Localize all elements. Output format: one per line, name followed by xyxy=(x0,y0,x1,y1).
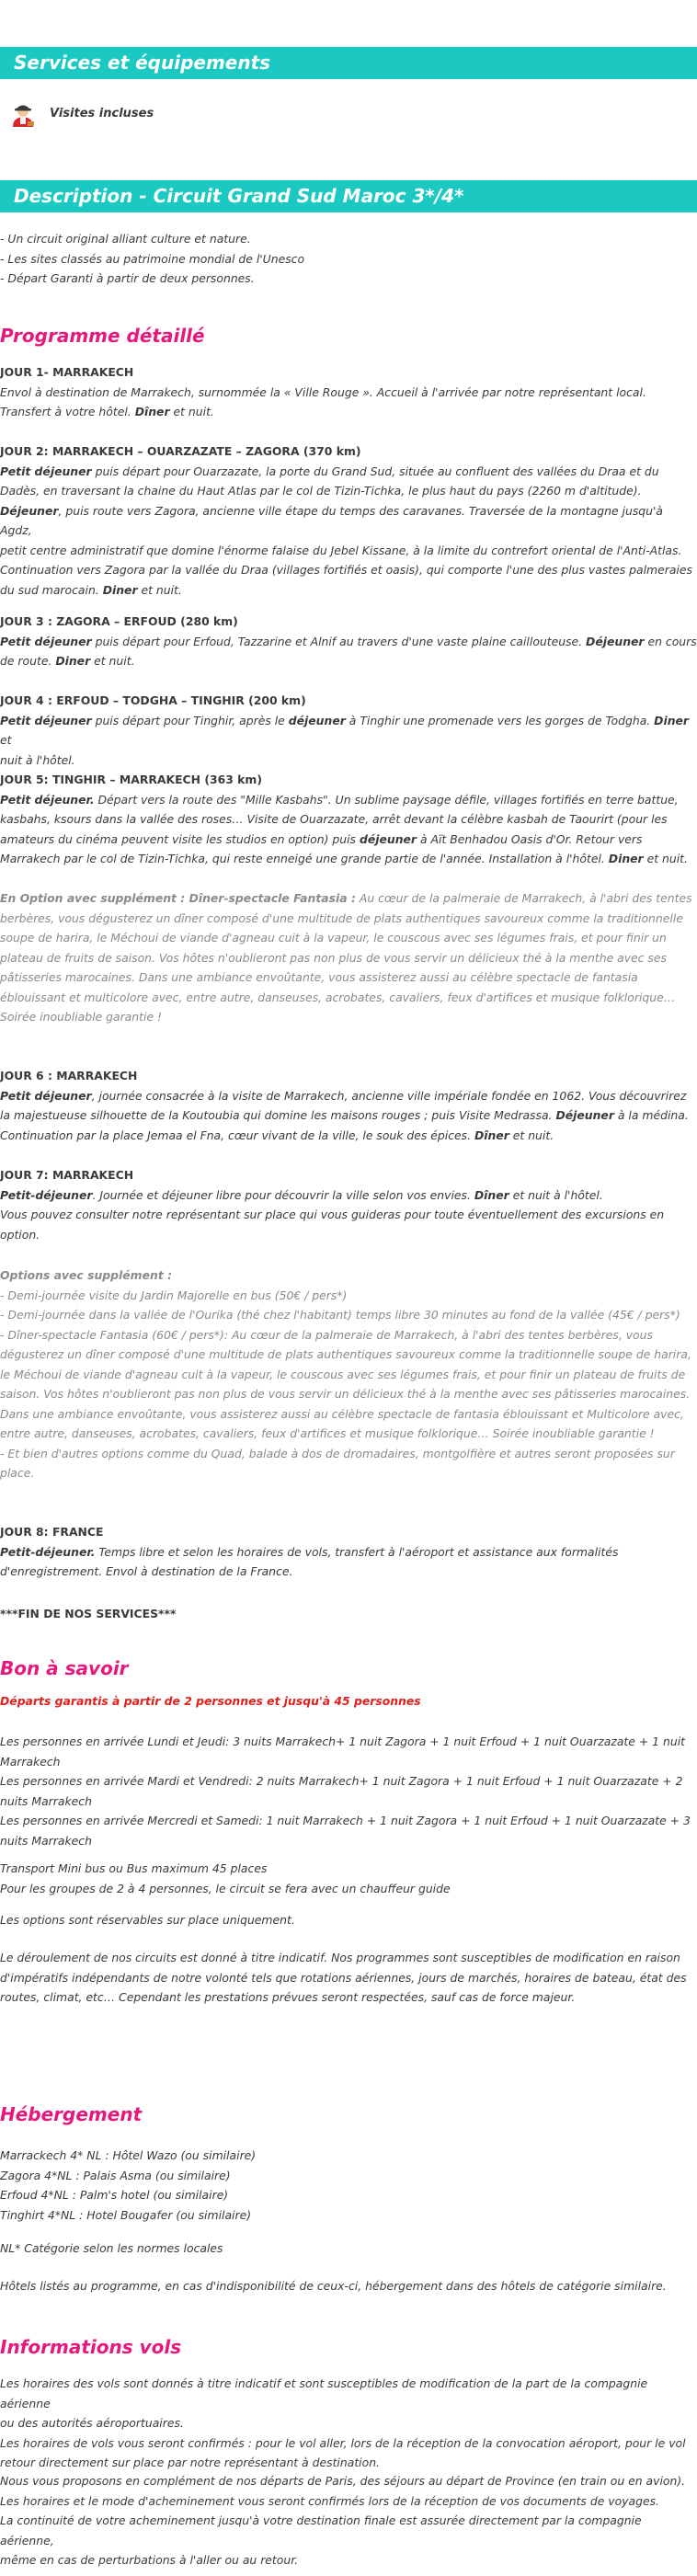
hotel-item: Erfoud 4*NL : Palm's hotel (ou similaire) xyxy=(0,2188,229,2202)
bullet: - Départ Garanti à partir de deux personnes. xyxy=(0,271,255,285)
options-note: Les options sont réservables sur place uniquement. xyxy=(0,1913,295,1927)
day-title: JOUR 1- MARRAKECH xyxy=(0,365,134,379)
day-text: de route. Diner et nuit. xyxy=(0,654,135,668)
day-text: Petit déjeuner puis départ pour Tinghir, après le déjeuner à Tinghir une promenade vers les gorges de Todgha. Diner et xyxy=(0,713,690,747)
day-title: JOUR 4 : ERFOUD – TODGHA – TINGHIR (200 km) xyxy=(0,693,306,707)
day-7 xyxy=(0,1165,697,1244)
hotels-availability-note: Hôtels listés au programme, en cas d'indisponibilité de ceux-ci, hébergement dans des hôtels de catégorie similaire. xyxy=(0,2279,667,2293)
day-title: JOUR 5: TINGHIR – MARRAKECH (363 km) xyxy=(0,773,262,786)
visits-included xyxy=(9,97,154,131)
transport-info: Transport Mini bus ou Bus maximum 45 places Pour les groupes de 2 à 4 personnes, le circuit se fera avec un chauffeur guide xyxy=(0,1861,451,1895)
day-title: JOUR 6 : MARRAKECH xyxy=(0,1069,138,1082)
day-text: kasbahs, ksours dans la vallée des roses… Visite de Ouarzazate, arrêt devant la célèbre kasbah de Taourirt (pour les xyxy=(0,812,668,826)
day-text: Continuation par la place Jemaa el Fna, cœur vivant de la ville, le souk des épices. Dîner et nuit. xyxy=(0,1128,554,1142)
day-text: d'enregistrement. Envol à destination de la France. xyxy=(0,1564,293,1578)
day-title: JOUR 7: MARRAKECH xyxy=(0,1168,134,1182)
day-text: Petit-déjeuner. Temps libre et selon les horaires de vols, transfert à l'aéroport et assistance aux formalités xyxy=(0,1544,619,1559)
bullet: - Les sites classés au patrimoine mondial de l'Unesco xyxy=(0,251,305,266)
day-text: Dadès, en traversant la chaine du Haut Atlas par le col de Tizin-Tichka, le plus haut du pays (2260 m d'altitude). xyxy=(0,484,642,498)
bullet: - Un circuit original alliant culture et nature. xyxy=(0,232,251,246)
hotel-item: Marrackech 4* NL : Hôtel Wazo (ou similaire) xyxy=(0,2148,257,2162)
flight-info-1: Les horaires des vols sont donnés à titre indicatif et sont susceptibles de modification de la part de la compagnie aérienne ou des autorités aéroportuaires. Les horaires de vols vous seront confirmés : pour le vol aller, lors de la réception de la convocation aéroport, pour le vol retour directement sur place par notre représentant à destination. xyxy=(0,2376,686,2469)
option-text: berbères, vous dégusterez un dîner composé d'une multitude de plats authentiques savoureux comme la traditionnelle xyxy=(0,910,683,925)
description-title: Description - Circuit Grand Sud Maroc 3*/4* xyxy=(14,185,464,207)
day-text: Vous pouvez consulter notre représentant sur place qui vous guideras pour toute éventuellement des excursions en xyxy=(0,1208,665,1221)
day-text: Petit-déjeuner. Journée et déjeuner libre pour découvrir la ville selon vos envies. Dîner et nuit à l'hôtel. xyxy=(0,1187,603,1202)
guide-person-icon xyxy=(9,99,37,129)
day-5 xyxy=(0,770,697,869)
services-banner xyxy=(0,47,697,79)
vols-title: Informations vols xyxy=(0,2336,182,2358)
options-supplement xyxy=(0,1265,697,1483)
option-text: Dans une ambiance envoûtante, vous assisterez aussi au célèbre spectacle de fantasia éblouissant et Multicolore avec, xyxy=(0,1406,684,1421)
day-text: la majestueuse silhouette de la Koutoubia qui domine les maisons rouges ; puis Visite Medrassa. Déjeuner à la médina. xyxy=(0,1108,689,1122)
day-text: Déjeuner, puis route vers Zagora, ancienne ville étape du temps des caravanes. Traversée de la montagne jusqu'à Agdz, xyxy=(0,503,663,537)
day-1 xyxy=(0,362,697,422)
option-text: le Méchoui de viande d'agneau cuit à la vapeur, le couscous avec ses légumes frais, et pour finir un plateau de fruits de xyxy=(0,1367,686,1381)
option-fantasia xyxy=(0,888,697,1027)
option-text: saison. Vos hôtes n'oublieront pas non plus de vous servir un délicieux thé à la menthe avec ses pâtisseries marocaines. xyxy=(0,1387,691,1401)
description-banner xyxy=(0,180,697,212)
day-title: JOUR 3 : ZAGORA – ERFOUD (280 km) xyxy=(0,614,238,628)
visits-label: Visites incluses xyxy=(50,107,154,121)
day-text: Envol à destination de Marrakech, surnommée la « Ville Rouge ». Accueil à l'arrivée par notre représentant local. xyxy=(0,384,646,399)
day-text: Petit déjeuner puis départ pour Erfoud, Tazzarine et Alnif au travers d'une vaste plaine caillouteuse. Déjeuner en cours xyxy=(0,634,697,648)
hotel-item: Zagora 4*NL : Palais Asma (ou similaire) xyxy=(0,2168,231,2182)
day-text: Petit déjeuner puis départ pour Ouarzazate, la porte du Grand Sud, située au confluent des vallées du Draa et du xyxy=(0,464,659,478)
day-text: Petit déjeuner. Départ vers la route des "Mille Kasbahs". Un sublime paysage défile, villages fortifiés en terre battue, xyxy=(0,792,679,807)
day-text: option. xyxy=(0,1227,40,1242)
day-title: JOUR 2: MARRAKECH – OUARZAZATE – ZAGORA (370 km) xyxy=(0,444,361,458)
option-text: éblouissant et multicolore avec, entre autre, danseuses, acrobates, cavaliers, feux d'artifices et musique folklorique… xyxy=(0,990,676,1004)
option-text: entre autre, danseuses, acrobates, cavaliers, feux d'artifices et musique folklorique… Soirée inoubliable garantie ! xyxy=(0,1426,655,1440)
option-text: place. xyxy=(0,1466,35,1480)
option-text: dégusterez un dîner composé d'une multitude de plats authentiques savoureux comme la traditionnelle soupe de harira, xyxy=(0,1347,691,1361)
option-text: - Et bien d'autres options comme du Quad, balade à dos de dromadaires, montgolfière et autres seront proposées sur xyxy=(0,1446,675,1460)
services-title: Services et équipements xyxy=(14,52,271,74)
day-text: nuit à l'hôtel. xyxy=(0,752,75,767)
day-text: amateurs du cinéma peuvent visite les studios en option) puis déjeuner à Aït Benhadou Oasis d'Or. Retour vers xyxy=(0,831,643,846)
day-text: Petit déjeuner, journée consacrée à la visite de Marrakech, ancienne ville impériale fondée en 1062. Vous découvrirez xyxy=(0,1088,687,1103)
disclaimer: Le déroulement de nos circuits est donné à titre indicatif. Nos programmes sont susceptibles de modification en raison d'impératifs indépendants de notre volonté tels que rotations aériennes, jours de marchés, horaires de bateau, état des routes, climat, etc… Cependant les prestations prévues seront respectées, sauf cas de force majeur. xyxy=(0,1951,687,2004)
hebergement-title: Hébergement xyxy=(0,2103,143,2125)
option-text: plateau de fruits de saison. Vos hôtes n'oublieront pas non plus de vous servir un délicieux thé à la menthe avec ses xyxy=(0,950,667,965)
hotel-item: Tinghirt 4*NL : Hotel Bougafer (ou similaire) xyxy=(0,2207,252,2222)
bon-a-savoir-title: Bon à savoir xyxy=(0,1657,129,1679)
option-text: En Option avec supplément : Dîner-spectacle Fantasia : Au cœur de la palmeraie de Marrakech, à l'abri des tentes xyxy=(0,891,692,905)
day-8 xyxy=(0,1522,697,1582)
day-4 xyxy=(0,691,697,770)
departures-guaranteed: Départs garantis à partir de 2 personnes et jusqu'à 45 personnes xyxy=(0,1694,421,1708)
option-text: soupe de harira, le Méchoui de viande d'agneau cuit à la vapeur, le couscous avec ses légumes frais, et pour finir un xyxy=(0,931,667,945)
end-of-services: ***FIN DE NOS SERVICES*** xyxy=(0,1607,177,1620)
option-text: pâtisseries marocaines. Dans une ambiance envoûtante, vous assisterez aussi au célèbre spectacle de fantasia xyxy=(0,970,638,984)
flight-info-2: Nous vous proposons en complément de nos départs de Paris, des séjours au départ de Province (en train ou en avion). Les horaires et le mode d'acheminement vous seront confirmés lors de la réception de vos documents de voyages. La continuité de votre acheminement jusqu'à votre destination finale est assurée directement par la compagnie aérienne, même en cas de perturbations à l'aller ou au retour. xyxy=(0,2474,686,2567)
day-text: Transfert à votre hôtel. Dîner et nuit. xyxy=(0,405,214,418)
day-text: Marrakech par le col de Tizin-Tichka, qui reste enneigé une grande partie de l'année. Installation à l'hôtel. Diner et nuit. xyxy=(0,852,688,865)
arrivals-info: Les personnes en arrivée Lundi et Jeudi: 3 nuits Marrakech+ 1 nuit Zagora + 1 nuit Erfoud + 1 nuit Ouarzazate + 1 nuit Marrakech Les personnes en arrivée Mardi et Vendredi: 2 nuits Marrakech+ 1 nuit Zagora + 1 nuit Erfoud + 1 nuit Ouarzazate + 2 nuits Marrakech Les personnes en arrivée Mercredi et Samedi: 1 nuit Marrakech + 1 nuit Zagora + 1 nuit Erfoud + 1 nuit Ouarzazate + 3 nuits Marrakech xyxy=(0,1735,691,1848)
day-6 xyxy=(0,1066,697,1145)
option-text: - Demi-journée visite du Jardin Majorelle en bus (50€ / pers*) xyxy=(0,1288,348,1302)
day-2 xyxy=(0,441,697,600)
day-title: JOUR 8: FRANCE xyxy=(0,1525,104,1539)
option-text: Soirée inoubliable garantie ! xyxy=(0,1010,162,1024)
nl-category-note: NL* Catégorie selon les normes locales xyxy=(0,2241,223,2255)
option-text: - Dîner-spectacle Fantasia (60€ / pers*): Au cœur de la palmeraie de Marrakech, à l'abri des tentes berbères, vous xyxy=(0,1327,653,1342)
day-text: petit centre administratif que domine l'énorme falaise du Jebel Kissane, à la limite du contrefort oriental de l'Anti-Atlas. xyxy=(0,543,682,557)
hotels-list xyxy=(0,2146,697,2225)
programme-title: Programme détaillé xyxy=(0,325,205,347)
options-title: Options avec supplément : xyxy=(0,1268,173,1282)
description-bullets xyxy=(0,229,697,289)
option-text: - Demi-journée dans la vallée de l'Ourika (thé chez l'habitant) temps libre 30 minutes au fond de la vallée (45€ / pers*) xyxy=(0,1308,680,1322)
day-text: du sud marocain. Diner et nuit. xyxy=(0,582,182,597)
day-text: Continuation vers Zagora par la vallée du Draa (villages fortifiés et oasis), qui comporte l'une des plus vastes palmeraies xyxy=(0,563,692,577)
day-3 xyxy=(0,612,697,671)
